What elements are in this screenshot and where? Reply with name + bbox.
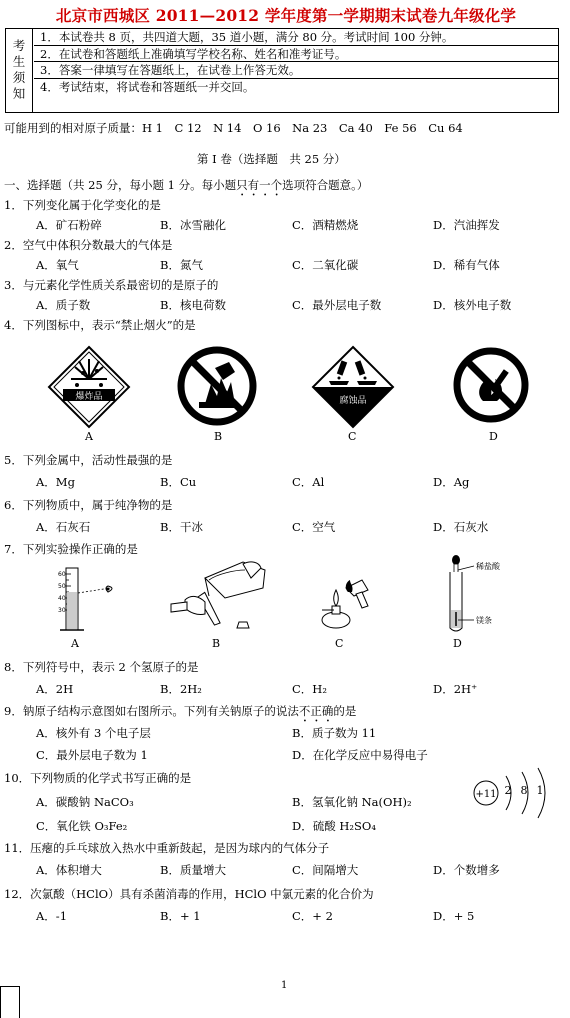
option: C．H₂	[292, 682, 327, 696]
explosive-sign-label: 爆炸品	[75, 392, 103, 402]
notice-head-char: 考	[12, 38, 26, 53]
section-intro-emphasis: 只有一个	[236, 178, 283, 192]
notice-item: 1．本试卷共 8 页，共四道大题，35 道小题，满分 80 分。考试时间 100 分钟。	[34, 29, 558, 46]
label-acid: 稀盐酸	[476, 562, 500, 571]
option: C．+ 2	[292, 909, 333, 923]
option: D．石灰水	[433, 520, 489, 534]
option: B．质量增大	[160, 863, 226, 877]
alcohol-lamp-icon	[312, 566, 374, 634]
option: C．间隔增大	[292, 863, 359, 877]
question-stem: 2．空气中体积分数最大的气体是	[4, 238, 173, 252]
option: A．氧气	[36, 258, 79, 272]
option: D．+ 5	[433, 909, 475, 923]
notice-box	[5, 28, 559, 113]
figure-label: A	[71, 637, 79, 650]
label-ribbon: 镁条	[476, 616, 492, 625]
section-intro-text: 选项符合题意。）	[282, 178, 369, 192]
option: A．碳酸钠 NaCO₃	[36, 795, 134, 809]
option: A．-1	[36, 909, 68, 923]
atomic-masses: 可能用到的相对原子质量：H 1 C 12 N 14 O 16 Na 23 Ca 40 Fe 56 Cu 64	[4, 121, 463, 135]
question-stem: 3．与元素化学性质关系最密切的是原子的	[4, 278, 219, 292]
option: D．个数增多	[433, 863, 500, 877]
graduated-cylinder-icon	[58, 566, 128, 634]
stem-text: 9．钠原子结构示意图如右图所示。下列有关钠原子的说法	[4, 704, 299, 718]
question-stem: 1．下列变化属于化学变化的是	[4, 198, 161, 212]
corrosive-sign-label: 腐蚀品	[339, 396, 367, 406]
notice-head-char: 须	[12, 70, 26, 85]
option: A．Mg	[36, 475, 75, 489]
option: D．核外电子数	[433, 298, 512, 312]
option: A．核外有 3 个电子层	[36, 726, 151, 740]
question-stem: 5．下列金属中，活动性最强的是	[4, 453, 173, 467]
option: B．Cu	[160, 475, 197, 489]
question-stem: 12．次氯酸（HClO）具有杀菌消毒的作用，HClO 中氯元素的化合价为	[4, 887, 374, 901]
option: C．酒精燃烧	[292, 218, 359, 232]
sodium-atom-diagram	[468, 766, 560, 820]
option: C．空气	[292, 520, 336, 534]
corrosive-sign-icon	[311, 345, 395, 429]
question-stem: 4．下列图标中，表示“禁止烟火”的是	[4, 318, 196, 332]
shell-label: 8	[520, 784, 528, 797]
section-intro-text: 一、选择题（共 25 分，每小题 1 分。每小题	[4, 178, 237, 192]
figure-label: B	[212, 637, 221, 650]
option: B．冰雪融化	[160, 218, 226, 232]
option: B．质子数为 11	[292, 726, 377, 740]
option: C．Al	[292, 475, 325, 489]
nucleus-label: +11	[475, 789, 497, 800]
figure-label: D	[489, 430, 498, 443]
figure-label: C	[348, 430, 357, 443]
question-stem: 11．压瘪的乒乓球放入热水中重新鼓起，是因为球内的气体分子	[4, 841, 330, 855]
question-stem: 8．下列符号中，表示 2 个氢原子的是	[4, 660, 199, 674]
shell-label: 1	[536, 784, 544, 797]
stem-text: 的是	[333, 704, 357, 718]
question-stem: 10．下列物质的化学式书写正确的是	[4, 771, 192, 785]
option: D．硫酸 H₂SO₄	[292, 819, 376, 833]
shell-label: 2	[504, 784, 512, 797]
notice-item: 3．答案一律填写在答题纸上，在试卷上作答无效。	[34, 62, 558, 79]
question-stem: 7．下列实验操作正确的是	[4, 542, 138, 556]
question-stem	[4, 703, 356, 725]
option: D．汽油挥发	[433, 218, 500, 232]
option: B．+ 1	[160, 909, 201, 923]
question-stem: 6．下列物质中，属于纯净物的是	[4, 498, 173, 512]
option: B．氢氧化钠 Na(OH)₂	[292, 795, 412, 809]
page-number: 1	[281, 980, 288, 991]
option: A．矿石粉碎	[36, 218, 102, 232]
option: D．2H⁺	[433, 682, 478, 696]
figure-label: A	[85, 430, 93, 443]
notice-head-char: 生	[12, 54, 26, 69]
option: B．2H₂	[160, 682, 202, 696]
option: B．氮气	[160, 258, 203, 272]
figure-label: C	[335, 637, 344, 650]
corner-box	[0, 986, 20, 1018]
figure-label: D	[453, 637, 462, 650]
notice-heading	[6, 29, 33, 112]
no-fire-sign-icon	[177, 346, 257, 426]
stem-emphasis: 不正确	[298, 704, 334, 718]
option: A．2H	[36, 682, 74, 696]
pouring-liquid-icon	[165, 556, 275, 636]
explosive-sign-icon	[47, 345, 131, 429]
notice-item: 4．考试结束，将试卷和答题纸一并交回。	[40, 79, 255, 94]
scale-label: 40	[58, 595, 66, 602]
option: A．质子数	[36, 298, 91, 312]
option: C．最外层电子数为 1	[36, 748, 148, 762]
part-title: 第 I 卷（选择题 共 25 分）	[197, 152, 346, 166]
section-intro	[4, 177, 368, 199]
exam-title: 北京市西城区 2011—2012 学年度第一学期期末试卷九年级化学	[55, 6, 517, 25]
notice-head-char: 知	[12, 86, 26, 101]
scale-label: 50	[58, 583, 66, 590]
scale-label: 60	[58, 571, 66, 578]
option: C．氧化铁 O₃Fe₂	[36, 819, 128, 833]
notice-item: 2．在试卷和答题纸上准确填写学校名称、姓名和准考证号。	[34, 46, 558, 63]
dropper-test-tube-icon	[436, 554, 536, 636]
scale-label: 30	[58, 607, 66, 614]
option: C．二氧化碳	[292, 258, 359, 272]
option: D．Ag	[433, 475, 470, 489]
option: B．干冰	[160, 520, 203, 534]
option: A．体积增大	[36, 863, 102, 877]
option: A．石灰石	[36, 520, 91, 534]
figure-label: B	[214, 430, 223, 443]
option: C．最外层电子数	[292, 298, 382, 312]
option: D．在化学反应中易得电子	[292, 748, 428, 762]
option: B．核电荷数	[160, 298, 226, 312]
no-smoking-sign-icon	[453, 347, 529, 423]
option: D．稀有气体	[433, 258, 500, 272]
